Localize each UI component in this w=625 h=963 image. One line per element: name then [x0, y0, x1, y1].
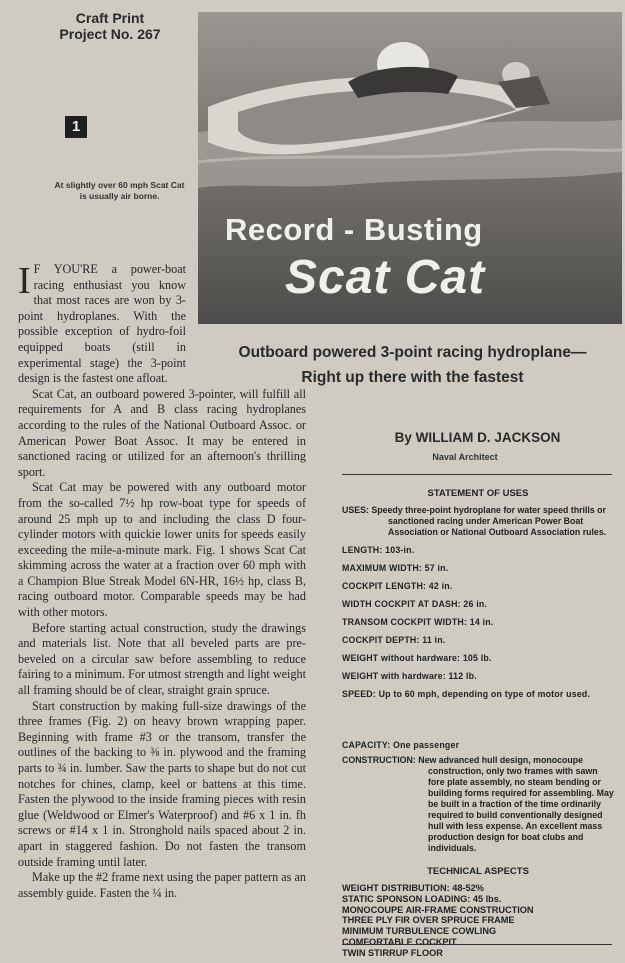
- tech-item: WEIGHT DISTRIBUTION: 48-52%: [342, 883, 484, 893]
- spec-cockpit-depth: COCKPIT DEPTH: 11 in.: [342, 635, 446, 645]
- spec-heading: STATEMENT OF USES: [427, 488, 529, 499]
- article-paragraph-2: Scat Cat, an outboard powered 3-pointer, will fulfill all requirements for A and B class racing hydroplanes according to the rules of the National Outboard Assoc. or American Power Boat Assoc. It may be entered in sanctioned racing or utilized for an afternoon's thrilling sport.: [18, 386, 306, 479]
- spec-cockpit-length: COCKPIT LENGTH: 42 in.: [342, 581, 453, 591]
- spec-construction: CONSTRUCTION: New advanced hull design, monocoupe construction, only two frames with sawn fore plate assembly, no steam bending or building forms required for assembling. May be built in a fraction of the time ordinarily required to build conventionally designed hull with less expense. An excellent mass production design for boat clubs and individuals.: [342, 755, 614, 853]
- spec-cockpit-dash-width: WIDTH COCKPIT AT DASH: 26 in.: [342, 599, 488, 609]
- title-line1: Record - Busting: [225, 212, 483, 247]
- subtitle-line1: Outboard powered 3-point racing hydroplane—: [238, 344, 587, 361]
- spec-transom-width: TRANSOM COCKPIT WIDTH: 14 in.: [342, 617, 494, 627]
- tech-item: THREE PLY FIR OVER SPRUCE FRAME: [342, 915, 515, 926]
- article-body: [18, 262, 306, 901]
- spec-weight-with: WEIGHT with hardware: 112 lb.: [342, 671, 477, 681]
- title-line2: Scat Cat: [285, 251, 486, 304]
- tech-list: [342, 883, 614, 959]
- project-label: [50, 10, 170, 42]
- byline-role: Naval Architect: [432, 452, 498, 462]
- article-paragraph-4: Before starting actual construction, study the drawings and materials list. Note that all beveled parts are pre-beveled on a circular saw before assembling to reduce fairing to a minimum. For utmost strength and light weight all framing should be of clear, straight grain spruce.: [18, 620, 306, 698]
- article-paragraph-6: Make up the #2 frame next using the paper pattern as an assembly guide. Fasten the ¼ in.: [18, 870, 306, 900]
- spec-top-rule: [342, 474, 612, 475]
- spec-speed: SPEED: Up to 60 mph, depending on type of motor used.: [342, 689, 591, 699]
- tech-item: STATIC SPONSON LOADING: 45 lbs.: [342, 893, 502, 904]
- figure-number: 1: [65, 116, 87, 138]
- spec-weight-without: WEIGHT without hardware: 105 lb.: [342, 653, 492, 663]
- spec-length: LENGTH: 103-in.: [342, 545, 415, 555]
- dropcap: I: [18, 260, 31, 302]
- article-intro-column: [18, 262, 186, 387]
- byline-author: By WILLIAM D. JACKSON: [394, 430, 561, 445]
- project-label-line2: Project No. 267: [59, 26, 161, 42]
- spec-max-width: MAXIMUM WIDTH: 57 in.: [342, 563, 449, 573]
- tech-heading: TECHNICAL ASPECTS: [427, 866, 529, 877]
- figure-caption: At slightly over 60 mph Scat Cat is usually air borne.: [54, 180, 185, 201]
- tech-item: MONOCOUPE AIR-FRAME CONSTRUCTION: [342, 904, 534, 915]
- tech-item: COMFORTABLE COCKPIT: [342, 936, 457, 947]
- article-paragraph-5: Start construction by making full-size drawings of the three frames (Fig. 2) on heavy brown wrapping paper. Beginning with frame #3 or the transom, transfer the outlines of the backing to ⅜ in. plywood and the framing parts to ¾ in. lumber. Saw the parts to shape but do not cut notches for chines, clamp, keel or battens at this time. Fasten the plywood to the inside framing pieces with resin glue (Weldwood or Elmer's Waterproof) and #6 x 1 in. fh screws or #14 x 1 in. Stronghold nails spaced about 2 in. apart in staggered fashion. Do not fasten the transom outside framing until later.: [18, 698, 306, 869]
- tech-item: TWIN STIRRUP FLOOR: [342, 947, 443, 958]
- spec-uses: USES: Speedy three-point hydroplane for water speed thrills or sanctioned racing under American Power Boat Association or National Outboard Association rules.: [342, 505, 607, 537]
- subtitle-line2: Right up there with the fastest: [301, 369, 524, 386]
- article-paragraph-1: I F YOU'RE a power-boat racing enthusiast you know that most races are won by 3-point hydroplanes. With the possible exception of hydro-foil equipped boats (still in experimental stage) the 3-point design is the fastest one afloat.: [18, 260, 186, 386]
- spec-bottom-rule: [342, 944, 612, 945]
- project-label-line1: Craft Print: [75, 10, 145, 26]
- spec-box: [342, 484, 614, 959]
- article-paragraph-3: Scat Cat may be powered with any outboard motor from the so-called 7½ hp row-boat type for speeds of around 25 mph up to and including the class D four-cylinder motors with quickie lower units for speeds easily exceeding the mile-a-minute mark. Fig. 1 shows Scat Cat skimming across the water at a fraction over 60 mph with a Champion Blue Streak Model 6N-HR, 16½ hp, class B, racing outboard motor. Comparable speeds may be had with other motors.: [18, 480, 306, 620]
- tech-item: MINIMUM TURBULENCE COWLING: [342, 926, 497, 937]
- spec-capacity: CAPACITY: One passenger: [342, 740, 460, 750]
